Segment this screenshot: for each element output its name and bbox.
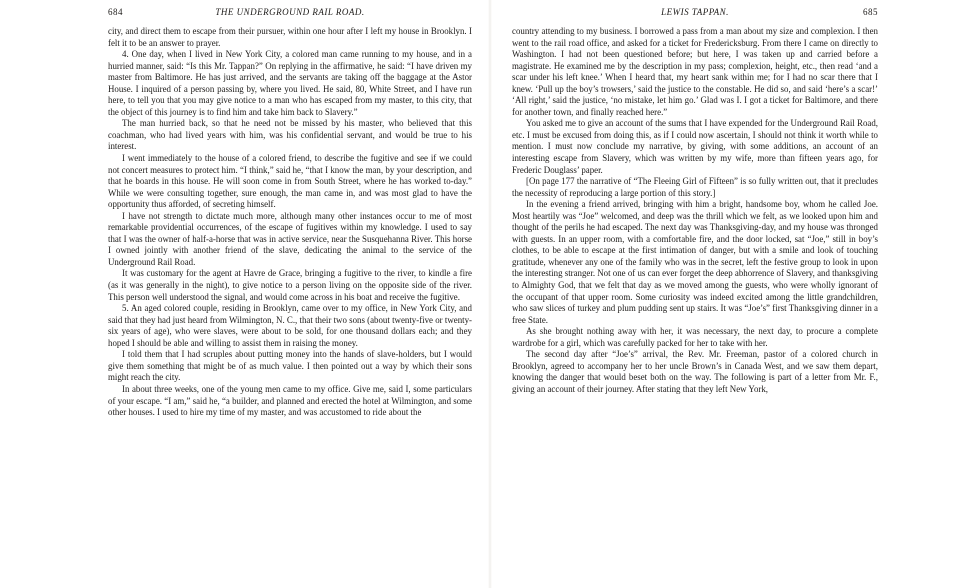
paragraph: I have not strength to dictate much more, although many other instances occur to me of most remarkable providential occurrences, of the escape of fugitives within my knowledge. I used to say that I was the owner of half-a-horse that was in active service, near the Susquehanna River. This horse I owned jointly with another friend of the slave, dedicating the animal to the service of the Underground Rail Road.	[108, 210, 472, 267]
paragraph: I went immediately to the house of a colored friend, to describe the fugitive and see if we could not concert measures to protect him. “I think,” said he, “that I know the man, by your description, and that he boards in this house. He will soon come in from South Street, where he has worked to-day.” While we were consulting together, sure enough, the man came in, and was most glad to have the opportunity thus afforded, of secreting himself.	[108, 153, 472, 210]
paragraph: The man hurried back, so that he need not be missed by his master, who believed that this coachman, who had lived years with him, was his confidential servant, and would be true to his interest.	[108, 118, 472, 152]
left-page-body	[108, 26, 472, 419]
paragraph: In about three weeks, one of the young men came to my office. Give me, said I, some particulars of your escape. “I am,” said he, “a builder, and planned and erected the hotel at Wilmington, and some other houses. I used to hire my time of my master, and was accustomed to ride about the	[108, 383, 472, 418]
paragraph: 5. An aged colored couple, residing in Brooklyn, came over to my office, in New York City, and said that they had just heard from Wilmington, N. C., that their two sons (about twenty-five or twenty-six years of age), who were slaves, were about to be sold, for one thousand dollars each; and they hoped I should be able and willing to assist them in raising the money.	[108, 303, 472, 348]
paragraph: [On page 177 the narrative of “The Fleeing Girl of Fifteen” is so fully written out, that it precludes the necessity of reproducing a large portion of this story.]	[512, 176, 878, 198]
left-running-head	[108, 5, 472, 19]
paragraph: city, and direct them to escape from their pursuer, within one hour after I left my house in Brooklyn. I felt it to be an answer to prayer.	[108, 26, 472, 48]
paragraph: You asked me to give an account of the sums that I have expended for the Underground Rail Road, etc. I must be excused from doing this, as if I could now ascertain, I should not think it worth while to mention. I must now conclude my narrative, by giving, with some additions, an account of an interesting escape from Slavery, which was written by my wife, more than fifteen years ago, for Frederic Douglass’ paper.	[512, 118, 878, 175]
paragraph: country attending to my business. I borrowed a pass from a man about my size and complexion. I then went to the rail road office, and asked for a ticket for Fredericksburg. From there I came on directly to Washington. I had not been questioned before; but here, I was taken up and carried before a magistrate. He examined me by the description in my pass; complexion, height, etc., then read ‘and a scar under his left knee.’ When I heard that, my heart sank within me; for I had no scar there that I knew. ‘Pull up the boy’s trowsers,’ said the justice to the constable. He did so, and said ‘here’s a scar!’ ‘All right,’ said the justice, ‘no mistake, let him go.’ Glad was I. I got a ticket for Baltimore, and there for another town, and finally reached here.”	[512, 26, 878, 117]
right-running-title: LEWIS TAPPAN.	[661, 7, 729, 17]
paragraph: I told them that I had scruples about putting money into the hands of slave-holders, but I would give them something that might be of as much value. I then pointed out a way by which their sons might reach the city.	[108, 349, 472, 383]
right-page-body	[512, 26, 878, 396]
left-page-number: 684	[108, 7, 123, 17]
right-page-number: 685	[863, 7, 878, 17]
paragraph: 4. One day, when I lived in New York City, a colored man came running to my house, and in a hurried manner, said: “Is this Mr. Tappan?” On replying in the affirmative, he said: “I have driven my master from Baltimore. He has just arrived, and the servants are taking off the baggage at the Astor House. I inquired of a person passing by, where you lived. He said, 80, White Street, and I have run here, to tell you that you may give notice to a man who has escaped from my master, to this city, that the object of this journey is to find him and take him back to Slavery.”	[108, 49, 472, 117]
left-running-title: THE UNDERGROUND RAIL ROAD.	[215, 7, 365, 17]
right-running-head	[512, 5, 878, 19]
paragraph: As she brought nothing away with her, it was necessary, the next day, to procure a complete wardrobe for a girl, which was carefully packed for her to take with her.	[512, 326, 878, 348]
paragraph: It was customary for the agent at Havre de Grace, bringing a fugitive to the river, to kindle a fire (as it was generally in the night), to give notice to a person living on the opposite side of the river. This person well understood the signal, and would come across in his boat and receive the fugitive.	[108, 268, 472, 302]
left-page	[0, 0, 476, 588]
paragraph: In the evening a friend arrived, bringing with him a bright, handsome boy, whom he called Joe. Most heartily was “Joe” welcomed, and deep was the thrill which we felt, as we looked upon him and thought of the perils he had escaped. The next day was Thanksgiving-day, and my house was thronged with guests. In an upper room, with a comfortable fire, and the door locked, sat “Joe,” still in boy’s clothes, to be able to escape at the first intimation of danger, but with a smile and look of touching gratitude, whenever any one of the family who was in the secret, left the festive group to look in upon the interesting stranger. Not one of us can ever forget the deep abhorrence of Slavery, and thanksgiving to Almighty God, that we felt that day as we moved among the guests, who were wholly ignorant of the occupant of that upper room. Some curiosity was indeed excited among the little grandchildren, who saw slices of turkey and plum pudding sent up stairs. It was “Joe’s” first Thanksgiving dinner in a free State.	[512, 199, 878, 325]
right-page	[504, 0, 980, 588]
paragraph: The second day after “Joe’s” arrival, the Rev. Mr. Freeman, pastor of a colored church in Brooklyn, agreed to accompany her to her uncle Brown’s in Canada West, and we saw them depart, knowing the danger that would beset both on the way. The following is part of a letter from Mr. F., giving an account of their journey. After stating that they left New York,	[512, 349, 878, 394]
book-gutter	[488, 0, 492, 588]
